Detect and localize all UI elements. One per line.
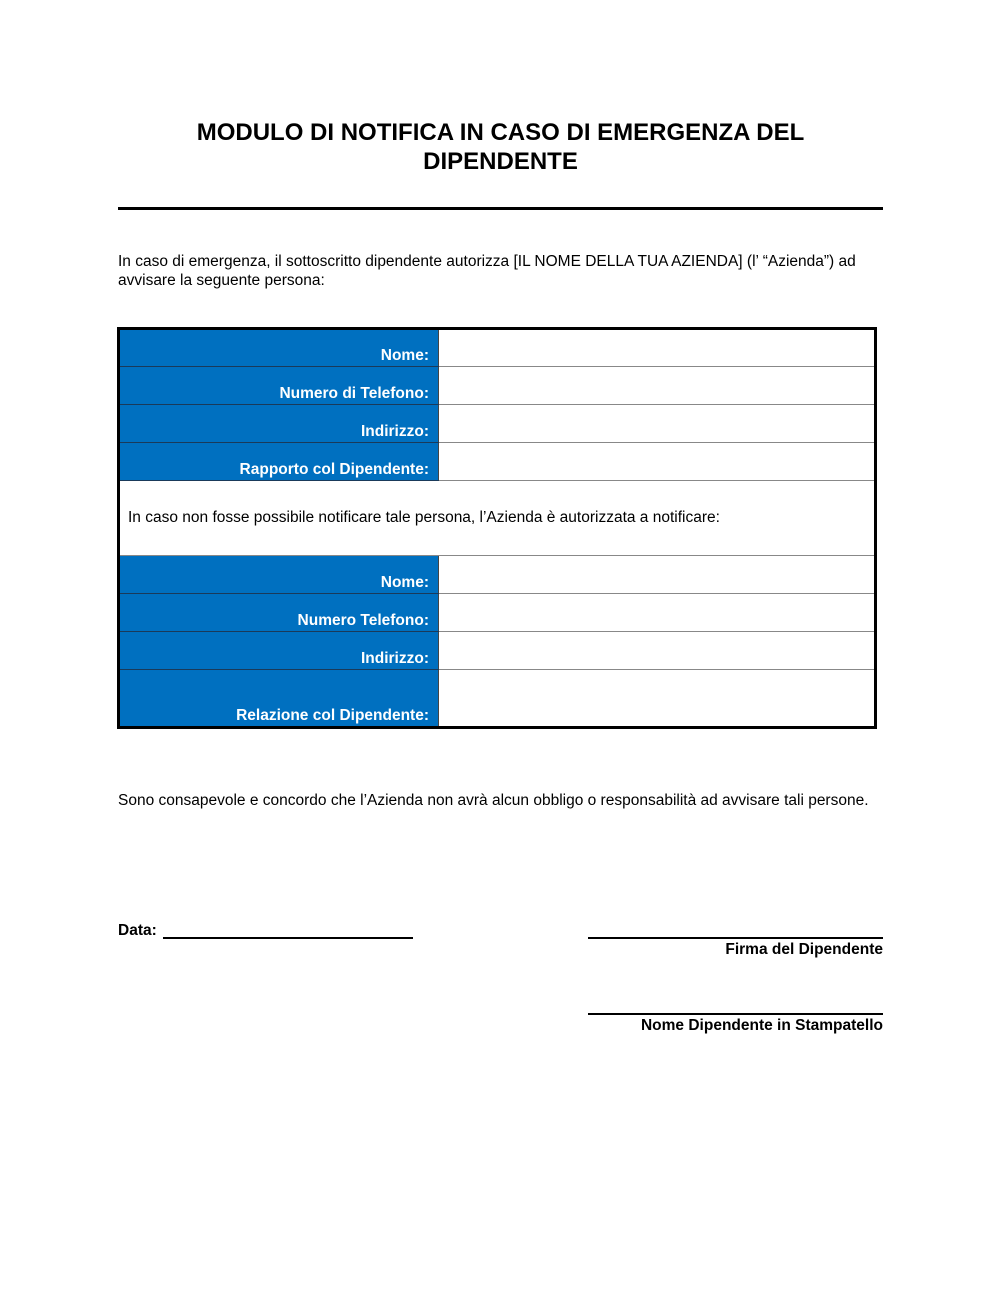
secondary-address-row [119, 632, 876, 670]
secondary-name-row [119, 556, 876, 594]
date-line[interactable] [163, 937, 413, 939]
field-label: Numero Telefono: [119, 594, 439, 632]
fallback-row [119, 481, 876, 556]
date-label: Data: [118, 922, 157, 939]
primary-name-input[interactable] [439, 339, 874, 356]
field-label: Nome: [119, 556, 439, 594]
field-label: Relazione col Dipendente: [119, 670, 439, 728]
primary-phone-input[interactable] [439, 377, 874, 394]
intro-paragraph: In caso di emergenza, il sottoscritto dipendente autorizza [IL NOME DELLA TUA AZIENDA] (l’ “Azienda”) ad avvisare la seguente persona: [118, 253, 856, 289]
secondary-address-input[interactable] [439, 642, 874, 659]
title-divider [118, 207, 883, 210]
primary-relationship-row [119, 443, 876, 481]
secondary-name-input[interactable] [439, 566, 874, 583]
secondary-phone-input[interactable] [439, 604, 874, 621]
field-label: Numero di Telefono: [119, 367, 439, 405]
secondary-phone-row [119, 594, 876, 632]
employee-print-name-block [588, 1013, 883, 1035]
field-label: Nome: [119, 329, 439, 367]
signature-line[interactable] [588, 937, 883, 939]
primary-address-input[interactable] [439, 415, 874, 432]
primary-relationship-input[interactable] [439, 453, 874, 470]
signature-label: Firma del Dipendente [725, 941, 883, 958]
secondary-relationship-input[interactable] [439, 689, 874, 706]
employee-signature-block [588, 937, 883, 959]
primary-name-row [119, 329, 876, 367]
field-label: Rapporto col Dipendente: [119, 443, 439, 481]
page-title: MODULO DI NOTIFICA IN CASO DI EMERGENZA DEL DIPENDENTE [196, 119, 805, 175]
acknowledgement-paragraph: Sono consapevole e concordo che l’Azienda non avrà alcun obbligo o responsabilità ad avvisare tali persone. [118, 792, 869, 809]
emergency-contact-table [117, 327, 877, 729]
primary-phone-row [119, 367, 876, 405]
print-name-line[interactable] [588, 1013, 883, 1015]
primary-address-row [119, 405, 876, 443]
secondary-relationship-row [119, 670, 876, 728]
field-label: Indirizzo: [119, 405, 439, 443]
date-field [118, 922, 413, 940]
field-label: Indirizzo: [119, 632, 439, 670]
print-name-label: Nome Dipendente in Stampatello [640, 1017, 883, 1034]
fallback-text: In caso non fosse possibile notificare tale persona, l’Azienda è autorizzata a notificare: [119, 481, 876, 556]
